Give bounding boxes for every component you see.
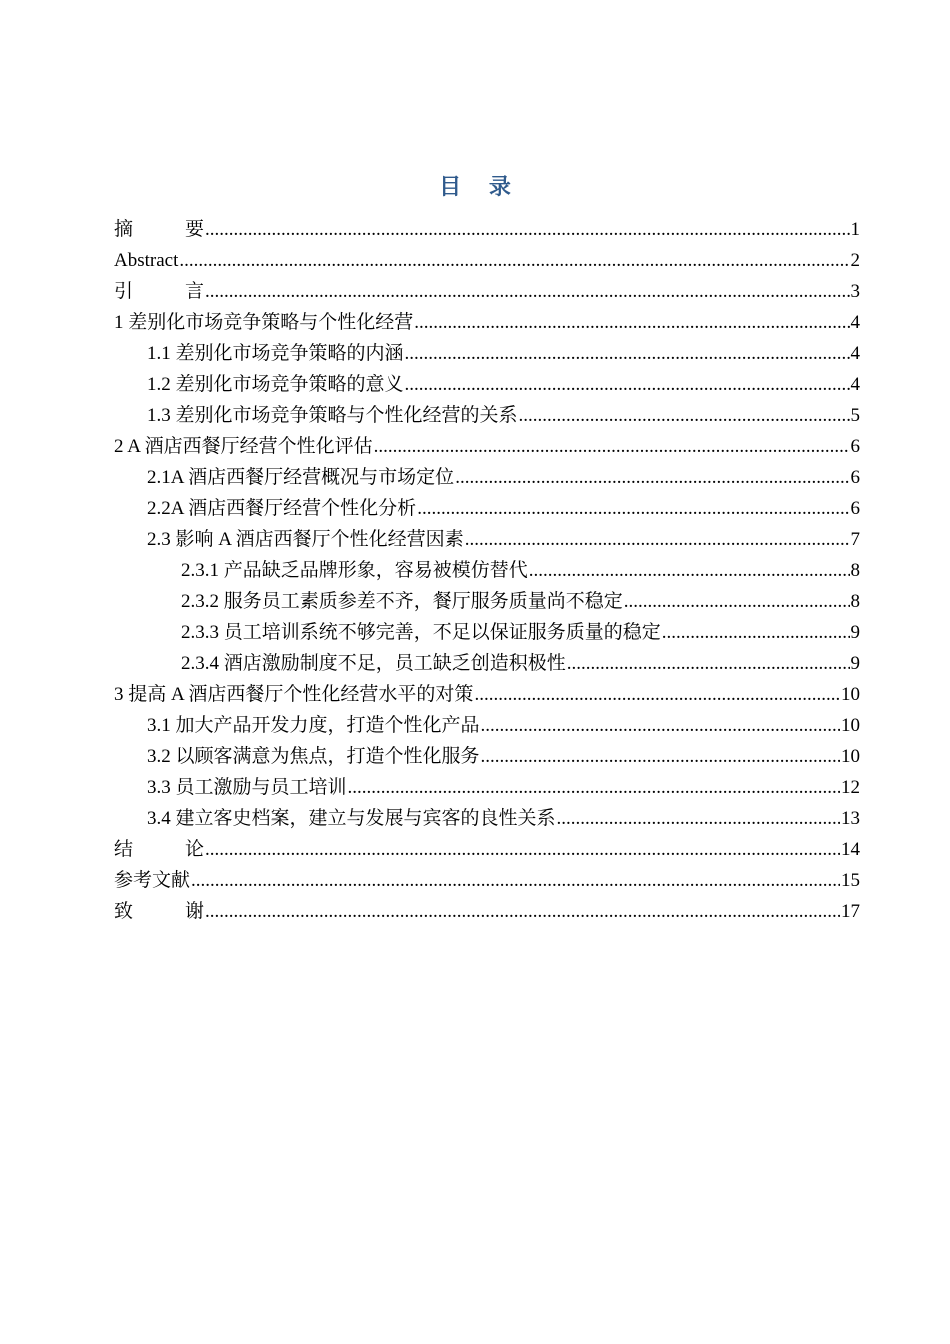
toc-page-number: 6 <box>850 436 860 457</box>
toc-entry-label: 参考文献 <box>114 870 191 891</box>
toc-entry-label: 引 言 <box>114 281 205 302</box>
toc-dot-leader <box>205 834 840 865</box>
toc-dot-leader <box>179 245 849 276</box>
toc-entry-references[interactable] <box>114 865 860 896</box>
toc-entry-label: Abstract <box>114 250 179 271</box>
toc-dot-leader <box>417 493 849 524</box>
toc-entry-section-3-1[interactable] <box>114 710 860 741</box>
toc-entry-section-2-3-2[interactable] <box>114 586 860 617</box>
toc-page-number: 14 <box>841 839 860 860</box>
toc-entry-section-2-3-1[interactable] <box>114 555 860 586</box>
toc-entry-abstract-cn[interactable] <box>114 214 860 245</box>
toc-entry-section-3-4[interactable] <box>114 803 860 834</box>
toc-page-number: 6 <box>850 498 860 519</box>
toc-page-number: 4 <box>850 343 860 364</box>
toc-entry-section-2-3[interactable] <box>114 524 860 555</box>
toc-entry-label: 2.1A 酒店西餐厅经营概况与市场定位 <box>147 467 455 488</box>
toc-page-number: 5 <box>850 405 860 426</box>
toc-entry-label: 3.4 建立客史档案，建立与发展与宾客的良性关系 <box>147 808 556 829</box>
toc-page-number: 8 <box>850 591 860 612</box>
toc-page-number: 1 <box>850 219 860 240</box>
toc-dot-leader <box>465 524 850 555</box>
toc-entry-label: 摘 要 <box>114 219 205 240</box>
toc-dot-leader <box>519 400 850 431</box>
toc-page-number: 15 <box>841 870 860 891</box>
page-title: 目 录 <box>439 175 521 200</box>
toc-entry-chapter-2[interactable] <box>114 431 860 462</box>
toc-entry-section-3-2[interactable] <box>114 741 860 772</box>
toc-entry-label: 3.3 员工激励与员工培训 <box>147 777 347 798</box>
toc-entry-label: 1.3 差别化市场竞争策略与个性化经营的关系 <box>147 405 518 426</box>
toc-page-number: 9 <box>850 653 860 674</box>
toc-page-number: 17 <box>841 901 860 922</box>
toc-dot-leader <box>374 431 850 462</box>
toc-dot-leader <box>529 555 850 586</box>
toc-entry-label: 3.2 以顾客满意为焦点，打造个性化服务 <box>147 746 480 767</box>
toc-entry-chapter-3[interactable] <box>114 679 860 710</box>
toc-page-number: 7 <box>850 529 860 550</box>
toc-page-number: 12 <box>841 777 860 798</box>
toc-entry-label: 1.2 差别化市场竞争策略的意义 <box>147 374 404 395</box>
toc-entry-label: 2.3.1 产品缺乏品牌形象，容易被模仿替代 <box>181 560 528 581</box>
toc-entry-acknowledgements[interactable] <box>114 896 860 927</box>
toc-entry-section-2-3-3[interactable] <box>114 617 860 648</box>
toc-entry-conclusion[interactable] <box>114 834 860 865</box>
toc-entry-label: 2 A 酒店西餐厅经营个性化评估 <box>114 436 373 457</box>
toc-page-number: 10 <box>841 746 860 767</box>
toc-entry-section-2-2[interactable] <box>114 493 860 524</box>
toc-dot-leader <box>455 462 849 493</box>
toc-dot-leader <box>405 338 850 369</box>
toc-entry-label: 2.3.4 酒店激励制度不足，员工缺乏创造积极性 <box>181 653 566 674</box>
toc-page-number: 10 <box>841 684 860 705</box>
toc-page-number: 9 <box>850 622 860 643</box>
toc-entry-label: 1 差别化市场竞争策略与个性化经营 <box>114 312 414 333</box>
toc-dot-leader <box>191 865 840 896</box>
toc-page-number: 2 <box>850 250 860 271</box>
toc-dot-leader <box>348 772 840 803</box>
table-of-contents <box>114 214 860 927</box>
toc-entry-label: 2.2A 酒店西餐厅经营个性化分析 <box>147 498 417 519</box>
toc-entry-introduction[interactable] <box>114 276 860 307</box>
toc-entry-label: 1.1 差别化市场竞争策略的内涵 <box>147 343 404 364</box>
toc-entry-label: 3.1 加大产品开发力度，打造个性化产品 <box>147 715 480 736</box>
toc-page-number: 13 <box>841 808 860 829</box>
toc-page-number: 6 <box>850 467 860 488</box>
toc-entry-section-1-3[interactable] <box>114 400 860 431</box>
toc-dot-leader <box>205 214 849 245</box>
toc-entry-label: 2.3 影响 A 酒店西餐厅个性化经营因素 <box>147 529 464 550</box>
toc-dot-leader <box>205 276 849 307</box>
toc-entry-section-1-1[interactable] <box>114 338 860 369</box>
toc-dot-leader <box>567 648 850 679</box>
toc-entry-section-2-1[interactable] <box>114 462 860 493</box>
toc-dot-leader <box>205 896 840 927</box>
toc-dot-leader <box>557 803 840 834</box>
toc-entry-label: 致 谢 <box>114 901 205 922</box>
toc-entry-section-2-3-4[interactable] <box>114 648 860 679</box>
toc-entry-label: 2.3.3 员工培训系统不够完善，不足以保证服务质量的稳定 <box>181 622 661 643</box>
toc-page-number: 4 <box>850 312 860 333</box>
toc-entry-abstract-en[interactable] <box>114 245 860 276</box>
toc-dot-leader <box>474 679 840 710</box>
toc-dot-leader <box>414 307 849 338</box>
toc-page-number: 10 <box>841 715 860 736</box>
toc-dot-leader <box>624 586 850 617</box>
toc-entry-section-3-3[interactable] <box>114 772 860 803</box>
toc-entry-section-1-2[interactable] <box>114 369 860 400</box>
toc-page-number: 4 <box>850 374 860 395</box>
toc-page-number: 8 <box>850 560 860 581</box>
toc-dot-leader <box>481 710 840 741</box>
toc-entry-label: 2.3.2 服务员工素质参差不齐，餐厅服务质量尚不稳定 <box>181 591 623 612</box>
toc-page-number: 3 <box>850 281 860 302</box>
toc-dot-leader <box>662 617 850 648</box>
toc-entry-label: 结 论 <box>114 839 205 860</box>
toc-entry-chapter-1[interactable] <box>114 307 860 338</box>
toc-dot-leader <box>405 369 850 400</box>
toc-dot-leader <box>481 741 840 772</box>
toc-entry-label: 3 提高 A 酒店西餐厅个性化经营水平的对策 <box>114 684 474 705</box>
